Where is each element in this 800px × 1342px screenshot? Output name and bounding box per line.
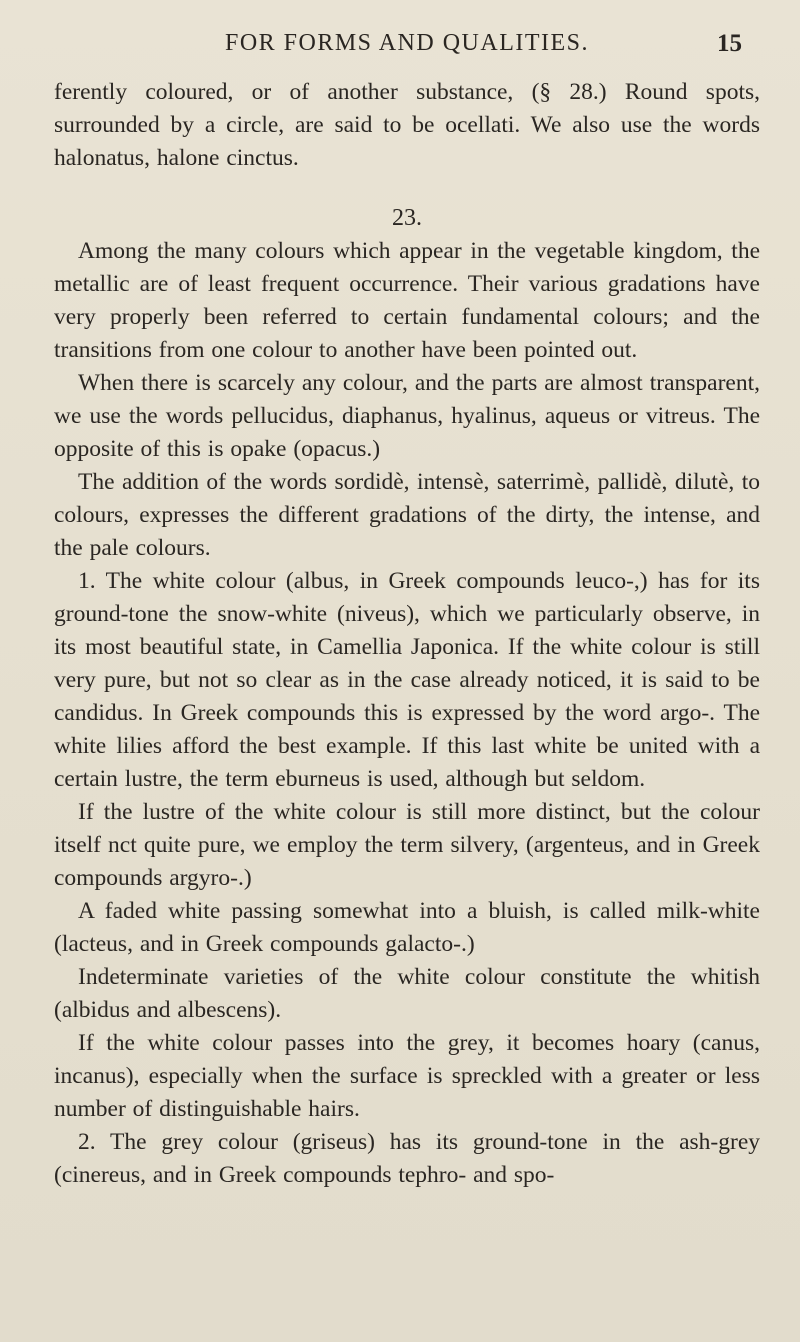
paragraph-continued: ferently coloured, or of another substance, (§ 28.) Round spots, surrounded by a circle, are said to be ocellati. We also use the words halonatus, halone cinctus. xyxy=(54,79,760,171)
paragraph-silvery: If the lustre of the white colour is still more distinct, but the colour itself nct quite pure, we employ the term silvery, (argenteus, and in Greek compounds argyro-.) xyxy=(54,799,760,891)
paragraph-grey-colour: 2. The grey colour (griseus) has its ground-tone in the ash-grey (cinereus, and in Greek compounds tephro- and spo- xyxy=(54,1129,760,1188)
section-number: 23. xyxy=(392,205,422,231)
paragraph-whitish: Indeterminate varieties of the white colour constitute the whitish (albidus and albescens). xyxy=(54,964,760,1023)
paragraph-metallic-colours: Among the many colours which appear in the vegetable kingdom, the metallic are of least frequent occurrence. Their various gradations have very properly been referred to certain fundamental colours; and the transitions from one colour to another have been pointed out. xyxy=(54,238,760,363)
paragraph-hoary: If the white colour passes into the grey, it becomes hoary (canus, incanus), especially when the surface is spreckled with a greater or less number of distinguishable hairs. xyxy=(54,1030,760,1122)
page-header xyxy=(54,30,760,70)
running-head: FOR FORMS AND QUALITIES. xyxy=(224,30,590,56)
paragraph-white-colour: 1. The white colour (albus, in Greek compounds leuco-,) has for its ground-tone the snow-white (niveus), which we particularly observe, in its most beautiful state, in Camellia Japonica. If the white colour is still very pure, but not so clear as in the case already noticed, it is said to be candidus. In Greek compounds this is expressed by the word argo-. The white lilies afford the best example. If this last white be united with a certain lustre, the term eburneus is used, although but seldom. xyxy=(54,568,760,792)
page-content xyxy=(54,76,760,1192)
page-number: 15 xyxy=(717,30,742,57)
paragraph-milk-white: A faded white passing somewhat into a bluish, is called milk-white (lacteus, and in Greek compounds galacto-.) xyxy=(54,898,760,957)
paragraph-transparency: When there is scarcely any colour, and the parts are almost transparent, we use the words pellucidus, diaphanus, hyalinus, aqueus or vitreus. The opposite of this is opake (opacus.) xyxy=(54,370,760,462)
paragraph-gradations: The addition of the words sordidè, intensè, saterrimè, pallidè, dilutè, to colours, expresses the different gradations of the dirty, the intense, and the pale colours. xyxy=(54,469,760,561)
